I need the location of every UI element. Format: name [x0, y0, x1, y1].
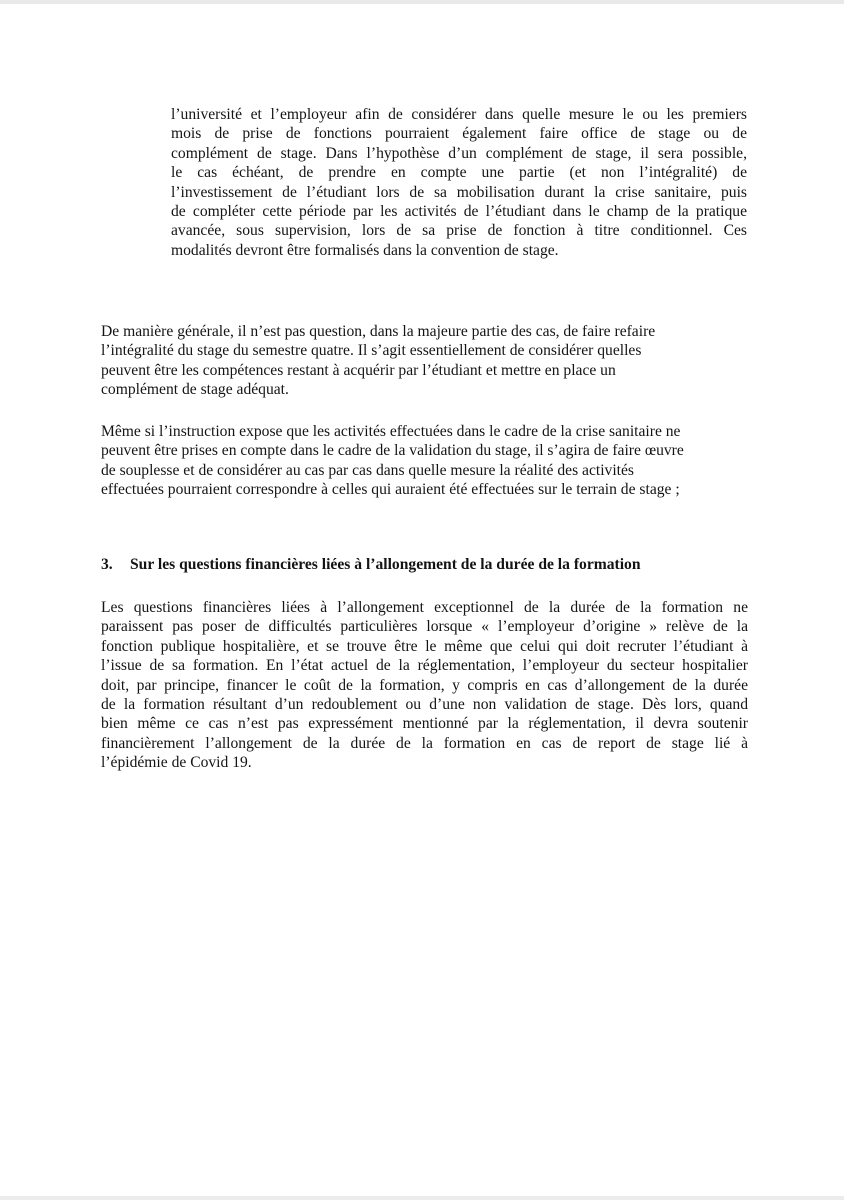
text-line: bien même ce cas n’est pas expressément mentionné par la réglementation, il devra soutenir [101, 715, 748, 733]
text-line: l’investissement de l’étudiant lors de sa mobilisation durant la crise sanitaire, puis [171, 183, 747, 201]
text-line: mois de prise de fonctions pourraient également faire office de stage ou de [171, 125, 747, 143]
section-heading [101, 555, 751, 574]
text-line: de la formation résultant d’un redoublement ou d’une non validation de stage. Dès lors, quand [101, 696, 748, 714]
paragraph-flexibility [101, 422, 751, 500]
text-line: doit, par principe, financer le coût de la formation, y compris en cas d’allongement de la durée [101, 676, 748, 694]
paragraph-internship-modalities [171, 105, 747, 260]
text-line: De manière générale, il n’est pas question, dans la majeure partie des cas, de faire refaire [101, 323, 656, 340]
paragraph-general-principle [101, 322, 751, 400]
paragraph-financial-questions [101, 598, 748, 773]
text-line: Les questions financières liées à l’allongement exceptionnel de la durée de la formation ne [101, 599, 748, 616]
text-line: avancée, sous supervision, lors de sa prise de fonction à titre conditionnel. Ces [171, 222, 747, 240]
text-line: peuvent être les compétences restant à acquérir par l’étudiant et mettre en place un [101, 361, 616, 379]
text-line: modalités devront être formalisés dans la convention de stage. [171, 241, 559, 259]
text-line: le cas échéant, de prendre en compte une partie (et non l’intégralité) de [171, 164, 747, 182]
section-title: Sur les questions financières liées à l’allongement de la durée de la formation [130, 556, 641, 573]
text-line: complément de stage. Dans l’hypothèse d’un complément de stage, il sera possible, [171, 144, 747, 162]
text-line: peuvent être prises en compte dans le cadre de la validation du stage, il s’agira de faire œuvre [101, 442, 684, 460]
text-line: l’issue de sa formation. En l’état actuel de la réglementation, l’employeur du secteur hospitalier [101, 657, 748, 675]
text-line: l’université et l’employeur afin de considérer dans quelle mesure le ou les premiers [171, 106, 747, 123]
text-line: financièrement l’allongement de la durée de la formation en cas de report de stage lié à [101, 734, 748, 752]
text-line: Même si l’instruction expose que les activités effectuées dans le cadre de la crise sanitaire ne [101, 423, 681, 440]
text-line: de souplesse et de considérer au cas par cas dans quelle mesure la réalité des activités [101, 461, 634, 479]
text-line: l’intégralité du stage du semestre quatre. Il s’agit essentiellement de considérer quelles [101, 342, 642, 360]
text-line: paraissent pas poser de difficultés particulières lorsque « l’employeur d’origine » relève de la [101, 618, 748, 636]
text-line: effectuées pourraient correspondre à celles qui auraient été effectuées sur le terrain de stage ; [101, 481, 680, 499]
section-number: 3. [101, 556, 113, 573]
text-line: l’épidémie de Covid 19. [101, 754, 252, 772]
text-line: complément de stage adéquat. [101, 381, 289, 399]
page-top-edge [0, 0, 844, 4]
page-bottom-edge [0, 1196, 844, 1200]
text-line: fonction publique hospitalière, et se trouve être le même que celui qui doit recruter l’étudiant à [101, 637, 748, 655]
text-line: de compléter cette période par les activités de l’étudiant dans le champ de la pratique [171, 203, 747, 221]
